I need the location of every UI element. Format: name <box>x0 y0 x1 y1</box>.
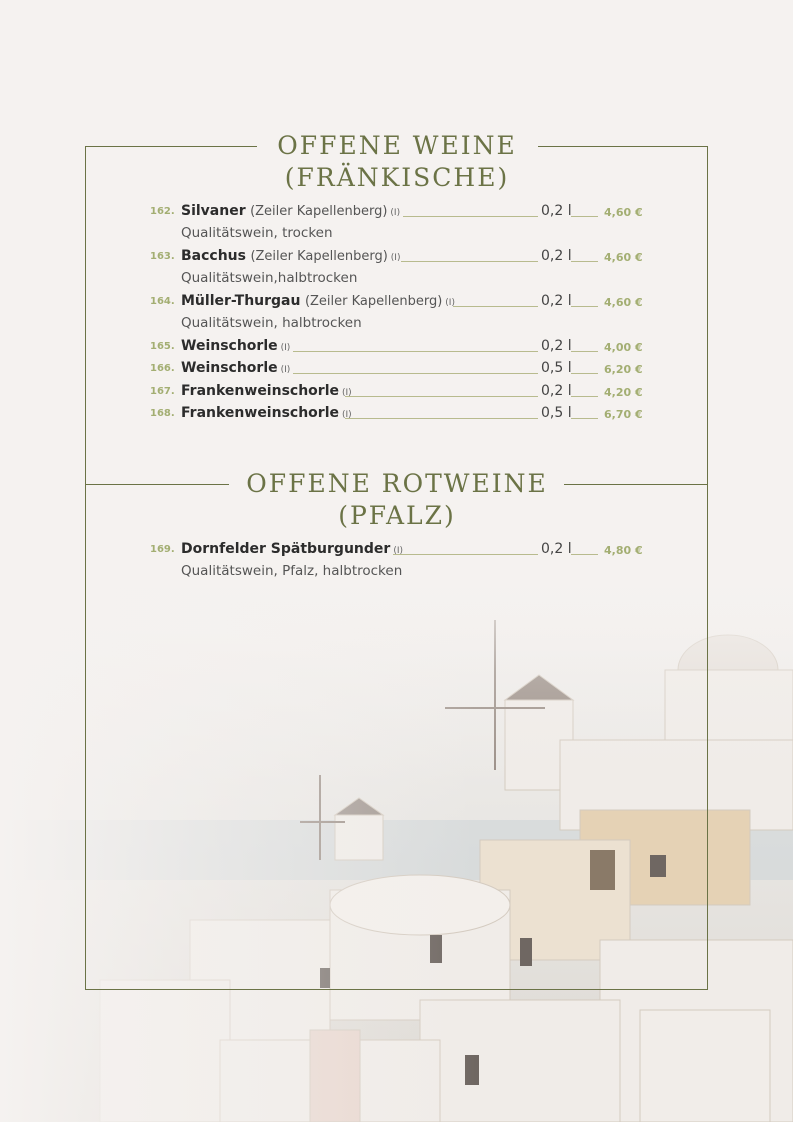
frame-left-line <box>85 146 86 989</box>
menu-item <box>0 381 793 403</box>
menu-item <box>0 291 793 313</box>
item-name: Frankenweinschorle <box>181 405 339 421</box>
item-number: 166. <box>150 363 175 374</box>
allergen-code: (I) <box>390 253 401 263</box>
allergen-code: (I) <box>280 365 291 375</box>
section-divider-left <box>85 484 229 485</box>
dotted-leader <box>401 261 538 262</box>
menu-item <box>0 403 793 425</box>
item-name: Weinschorle <box>181 360 278 376</box>
menu-item <box>0 358 793 380</box>
item-price: 6,70 € <box>604 408 643 421</box>
item-number: 164. <box>150 296 175 307</box>
allergen-code: (I) <box>393 546 403 556</box>
item-heading <box>181 383 352 399</box>
item-number: 169. <box>150 544 175 555</box>
allergen-code: (I) <box>445 298 455 308</box>
item-detail: (Zeiler Kapellenberg) <box>304 294 443 309</box>
dotted-leader <box>393 554 538 555</box>
frame-right-line <box>707 146 708 989</box>
item-price: 4,60 € <box>604 251 643 264</box>
section-title-line2: (PFALZ) <box>338 501 456 530</box>
section-title-line1: OFFENE ROTWEINE <box>246 469 548 498</box>
menu-item <box>0 246 793 268</box>
section-divider-right <box>564 484 708 485</box>
santorini-background-image <box>0 560 793 1122</box>
item-price: 4,60 € <box>604 296 643 309</box>
item-name: Silvaner <box>181 203 246 219</box>
item-name: Müller-Thurgau <box>181 293 301 309</box>
item-volume: 0,2 l <box>541 248 572 264</box>
item-number: 162. <box>150 206 175 217</box>
item-volume: 0,2 l <box>541 338 572 354</box>
item-description: Qualitätswein, halbtrocken <box>181 315 362 331</box>
item-price: 4,60 € <box>604 206 643 219</box>
volume-underline <box>571 554 598 555</box>
section-title-red-wine <box>230 468 564 532</box>
frame-top-left-line <box>85 146 257 147</box>
section-title-white-wine <box>246 130 548 194</box>
dotted-leader <box>453 306 538 307</box>
item-description: Qualitätswein,halbtrocken <box>181 270 358 286</box>
item-description: Qualitätswein, trocken <box>181 225 333 241</box>
item-heading <box>181 293 455 309</box>
allergen-code: (I) <box>342 410 352 420</box>
item-volume: 0,5 l <box>541 360 572 376</box>
menu-item <box>0 336 793 358</box>
item-name: Frankenweinschorle <box>181 383 339 399</box>
item-detail: (Zeiler Kapellenberg) <box>250 204 388 219</box>
item-description: Qualitätswein, Pfalz, halbtrocken <box>181 563 403 579</box>
volume-underline <box>571 396 598 397</box>
dotted-leader <box>345 418 538 419</box>
frame-bottom-line <box>85 989 708 990</box>
item-number: 168. <box>150 408 175 419</box>
menu-item <box>0 201 793 223</box>
menu-item <box>0 539 793 561</box>
item-heading <box>181 360 290 376</box>
volume-underline <box>571 216 598 217</box>
dotted-leader <box>293 351 538 352</box>
item-heading <box>181 338 290 354</box>
item-heading <box>181 248 400 264</box>
item-price: 4,00 € <box>604 341 643 354</box>
section-title-line1: OFFENE WEINE <box>277 131 517 160</box>
volume-underline <box>571 418 598 419</box>
item-volume: 0,5 l <box>541 405 572 421</box>
dotted-leader <box>293 373 538 374</box>
item-number: 165. <box>150 341 175 352</box>
item-name: Dornfelder Spätburgunder <box>181 541 391 557</box>
allergen-code: (I) <box>342 388 352 398</box>
item-volume: 0,2 l <box>541 541 572 557</box>
item-number: 163. <box>150 251 175 262</box>
item-volume: 0,2 l <box>541 203 572 219</box>
allergen-code: (I) <box>280 343 291 353</box>
item-price: 6,20 € <box>604 363 643 376</box>
volume-underline <box>571 261 598 262</box>
item-volume: 0,2 l <box>541 383 572 399</box>
item-number: 167. <box>150 386 175 397</box>
frame-top-right-line <box>538 146 708 147</box>
item-heading <box>181 541 403 557</box>
volume-underline <box>571 306 598 307</box>
allergen-code: (I) <box>390 208 401 218</box>
item-price: 4,20 € <box>604 386 643 399</box>
item-heading <box>181 203 400 219</box>
item-detail: (Zeiler Kapellenberg) <box>250 249 388 264</box>
dotted-leader <box>403 216 538 217</box>
item-name: Bacchus <box>181 248 246 264</box>
volume-underline <box>571 351 598 352</box>
item-price: 4,80 € <box>604 544 643 557</box>
volume-underline <box>571 373 598 374</box>
dotted-leader <box>345 396 538 397</box>
item-heading <box>181 405 352 421</box>
section-title-line2: (FRÄNKISCHE) <box>284 163 510 192</box>
item-volume: 0,2 l <box>541 293 572 309</box>
item-name: Weinschorle <box>181 338 278 354</box>
